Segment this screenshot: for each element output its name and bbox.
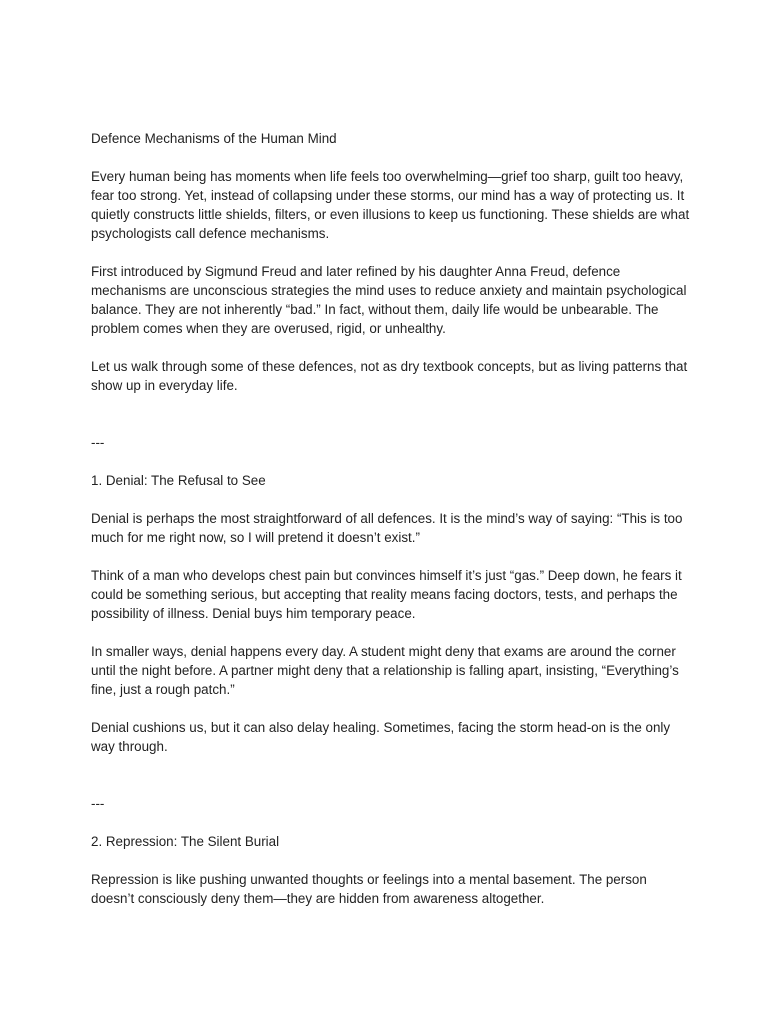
document-title: Defence Mechanisms of the Human Mind [91, 131, 337, 146]
section-heading-denial: 1. Denial: The Refusal to See [91, 473, 266, 488]
repression-paragraph-1: Repression is like pushing unwanted thoughts or feelings into a mental basement. The person doesn’t consciously deny them—they are hidden from awareness altogether. [91, 872, 647, 906]
document-page [91, 129, 691, 927]
section-separator: --- [91, 796, 105, 811]
denial-paragraph-2: Think of a man who develops chest pain but convinces himself it’s just “gas.” Deep down, he fears it could be something serious, but accepting that reality means facing doctors, tests, and perhaps the possibility of illness. Denial buys him temporary peace. [91, 568, 682, 621]
denial-paragraph-1: Denial is perhaps the most straightforward of all defences. It is the mind’s way of saying: “This is too much for me right now, so I will pretend it doesn’t exist.” [91, 511, 683, 545]
blank-line [91, 414, 691, 433]
blank-line [91, 775, 691, 794]
intro-paragraph-2: First introduced by Sigmund Freud and later refined by his daughter Anna Freud, defence mechanisms are unconscious strategies the mind uses to reduce anxiety and maintain psychological balance. They are not inherently “bad.” In fact, without them, daily life would be unbearable. The problem comes when they are overused, rigid, or unhealthy. [91, 264, 687, 336]
denial-paragraph-4: Denial cushions us, but it can also delay healing. Sometimes, facing the storm head-on is the only way through. [91, 720, 671, 754]
intro-paragraph-3: Let us walk through some of these defences, not as dry textbook concepts, but as living patterns that show up in everyday life. [91, 359, 688, 393]
section-separator: --- [91, 435, 105, 450]
intro-paragraph-1: Every human being has moments when life feels too overwhelming—grief too sharp, guilt too heavy, fear too strong. Yet, instead of collapsing under these storms, our mind has a way of protecting us. It quietly constructs little shields, filters, or even illusions to keep us functioning. These shields are what psychologists call defence mechanisms. [91, 169, 690, 241]
denial-paragraph-3: In smaller ways, denial happens every day. A student might deny that exams are around the corner until the night before. A partner might deny that a relationship is falling apart, insisting, “Everything’s fine, just a rough patch.” [91, 644, 679, 697]
section-heading-repression: 2. Repression: The Silent Burial [91, 834, 280, 849]
